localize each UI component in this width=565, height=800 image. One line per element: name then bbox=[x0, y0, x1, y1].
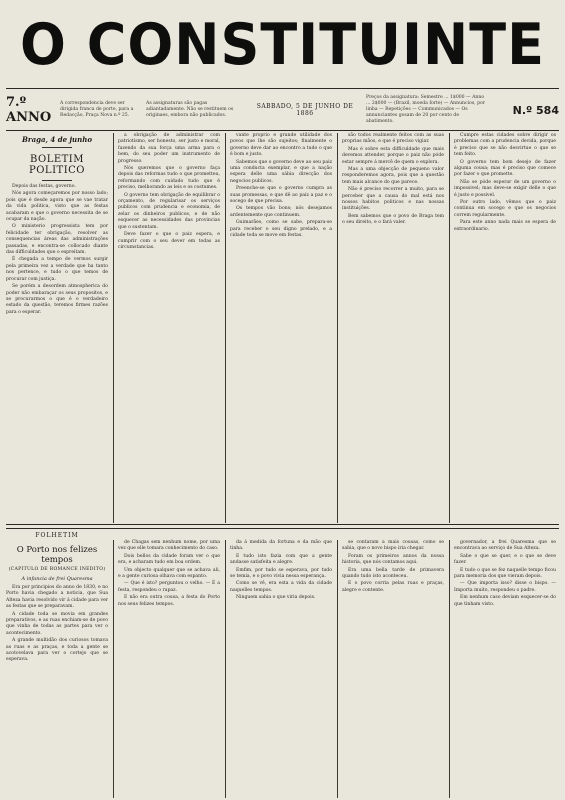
paragraph: O governo tem bom desejo de fazer alguma cousa; mas é preciso que comece por fazer o que promette. bbox=[454, 159, 556, 178]
paragraph: Nós agora começaremos por nosso lado; pois que é desde agora que se vae tratar da vida politica, visto que as festas acabaram e que o governo necessita de se ocupar da nação. bbox=[6, 191, 108, 223]
lower-column-5 bbox=[454, 540, 556, 798]
paragraph: Sabemos que o governo deve ao seu paiz uma conducta exemplar, e que a nação espera delle uma sábia direcção dos negocios publicos. bbox=[230, 159, 332, 184]
lower-column-2 bbox=[118, 540, 220, 798]
paragraph: Se porém a desordem atmospherica do poder não embaraçar os seus propositos, e se procurarmos o que é o verdadeiro estado da questão, teremos firmes razões para o esperar. bbox=[6, 284, 108, 315]
column-1 bbox=[6, 133, 108, 523]
paragraph: de Chagas sem nenhum nome, por uma vez que elle tomara conhecimento do caso. bbox=[118, 540, 220, 552]
paragraph: — Que importa isso? disse o bispo. — Importa muito, respondeu o padre. bbox=[454, 581, 556, 593]
column-rule bbox=[225, 540, 226, 798]
paragraph: Guimarães, como se sabe, prepara-se para receber o seu digno prelado, e a cidade toda se move em festas. bbox=[230, 220, 332, 239]
chapter-title: A infancia de frei Quaresma bbox=[21, 576, 93, 582]
paragraph: governador, a frei Quaresma que se encontrava ao serviço de Sua Alteza. bbox=[454, 540, 556, 552]
lower-column-4 bbox=[342, 540, 444, 798]
folhetim-label: FOLHETIM bbox=[35, 532, 79, 539]
paragraph: a obrigação de administrar com patriotismo, ser honesto, ser justo e moral, fazendo da sua força uma arma para o bem, do seu poder um instrumento de progresso. bbox=[118, 133, 220, 164]
paragraph: — Que é isto? perguntou o velho. — É a festa, respondeu o rapaz. bbox=[118, 581, 220, 593]
folhetim-rule-top bbox=[6, 524, 559, 525]
paragraph: Por outro lado, vêmos que o paiz continua em socego e que os negocios correm regularmente. bbox=[454, 200, 556, 218]
paragraph: Ninguem sabia o que viria depois. bbox=[236, 595, 316, 601]
paragraph: E o povo corria pelas ruas e praças, alegre e contente. bbox=[342, 581, 444, 593]
paragraph: Não se póde esperar de um governo o impossivel; mas deve-se exigir delle o que é justo e possivel. bbox=[454, 179, 556, 198]
paragraph: Em nenhum caso deviam esquecer-se do que tinham visto. bbox=[454, 595, 556, 607]
column-rule bbox=[225, 133, 226, 523]
paragraph: Mas a uma objecção de pequeno valor responderemos agora, pois que a questão tem mais alcance do que parece. bbox=[342, 167, 444, 185]
paragraph: se contaram a mais cousas, como se sabia, que o novo bispo iria chegar. bbox=[342, 540, 444, 552]
paragraph: Emfim, por tudo se esperava, por tudo se temia, e o povo vivia nessa esperança. bbox=[230, 567, 332, 580]
issue-number: N.º 584 bbox=[512, 103, 559, 117]
paragraph: A grande multidão dos curiosos tomava as ruas e as praças, e toda a gente se acotovelava para ver o cortejo que se esperava. bbox=[6, 638, 108, 663]
subscription-notice: As assignaturas são pagas adiantadamente. Não se restituem os originaes, embora não publicados. bbox=[146, 101, 234, 118]
column-2 bbox=[118, 133, 220, 523]
column-4 bbox=[342, 133, 444, 523]
paragraph: Bem sabemos que o povo de Braga tem o seu direito, e o fará valer. bbox=[342, 213, 444, 226]
paragraph: Como se vê, era esta a vida da cidade naquelles tempos. bbox=[230, 581, 332, 593]
masthead-rule bbox=[6, 88, 559, 89]
folhetim-rule-bottom bbox=[6, 528, 559, 529]
paragraph: E tudo o que se fez naquelle tempo ficou para memoria dos que vieram depois. bbox=[454, 567, 556, 580]
paragraph: Mas é sobre esta difficuldade que mais devemos attender, porque o paiz não póde estar sempre á mercê de quem o explora. bbox=[342, 146, 444, 165]
paragraph: O ministerio progressista tem por felicidade ter obrigação, resolver as consequencias áreas das administrações passadas, e encontra-se collocado diante das difficuldades que o espreitam. bbox=[6, 224, 108, 256]
newspaper-title: O CONSTITUINTE bbox=[20, 10, 545, 78]
paragraph: E não era outra cousa, a festa do Porto nos seus felizes tempos. bbox=[118, 595, 220, 607]
paragraph: Cumpre estas cidades sobre dirigir os problemas com a prudencia devida, porque é preciso que se não desvirtue o que se tem feito. bbox=[454, 133, 556, 158]
upper-columns bbox=[6, 133, 559, 523]
paragraph: É chegada a tempo de vermos surgir pela primeira vez a verdade que ha tanto nos pertence, e tudo o que temos de procurar com justiça. bbox=[6, 257, 108, 282]
section-heading: BOLETIM POLITICO bbox=[29, 154, 85, 176]
story-title: O Porto nos felizes tempos bbox=[16, 545, 98, 565]
paragraph: Para este anno nada mais se espera de extraordinario. bbox=[454, 220, 556, 232]
paragraph: Não é preciso recorrer a muito, para se perceber que a causa do mal está nos nossos habitos politicos e nas nossas instituições. bbox=[342, 187, 444, 212]
paragraph: vante proprio e grande utilidade dos povos que lhe são sujeitos; finalmente o governo deve dar ao encontro a tudo o que é bom e justo. bbox=[230, 133, 332, 158]
paragraph: Dois bellos da cidade foram ver o que era, e acharam tudo em boa ordem. bbox=[118, 553, 220, 566]
issue-date: SABBADO, 5 DE JUNHO DE 1886 bbox=[256, 103, 354, 117]
column-rule bbox=[449, 133, 450, 523]
paragraph: Deve fazer o que o paiz espera, e cumprir com o seu dever em todas as circumstancias. bbox=[118, 232, 220, 250]
paragraph: Preenche-se que o governo cumpra as suas promessas, e que dê ao paiz a paz e o socego de que precisa. bbox=[230, 186, 332, 205]
paragraph: Um objecto qualquer que se achava ali, e a gente curiosa olhava com espanto. bbox=[118, 567, 220, 580]
paragraph: E tudo isto fazia com que a gente andasse satisfeita e alegre. bbox=[230, 553, 332, 566]
column-rule bbox=[337, 133, 338, 523]
info-bar bbox=[6, 92, 559, 128]
paragraph: Sabe o que se quer, e o que se deve fazer. bbox=[454, 553, 556, 566]
paragraph: Os tempos vão bons; nós desejamos ardentemente que continuem. bbox=[230, 206, 332, 218]
lower-columns bbox=[6, 532, 559, 798]
paragraph: O governo tem obrigação de equilibrar o orçamento, de regularisar os serviços publicos com prudencia e economia, de zelar os dinheiros publicos, e de não esquecer as necessidades das provincias que o sustentam. bbox=[118, 192, 220, 230]
lower-column-3 bbox=[230, 540, 332, 798]
column-3 bbox=[230, 133, 332, 523]
story-subtitle: (CAPITULO DE ROMANCE INEDITO) bbox=[8, 567, 106, 572]
price-table: Preços da assignatura: Semestre ... 1$000 — Anno ... 2$000 — (Brazil, moeda forte) — Annuncios, por linha — Repetições — Communicados — Os annunciantes gosam de 20 por cento de abatimento. bbox=[366, 95, 486, 124]
divider bbox=[42, 147, 72, 148]
paragraph: da á medida da fortuna e da mão que tinha. bbox=[230, 540, 332, 552]
column-rule bbox=[113, 133, 114, 523]
header-bottom-rule bbox=[6, 130, 559, 131]
paragraph: Era uma bella tarde de primavera quando tudo isto aconteceu. bbox=[342, 567, 444, 580]
column-rule bbox=[337, 540, 338, 798]
masthead bbox=[0, 0, 565, 90]
year-label: 7.º ANNO bbox=[6, 95, 52, 125]
folhetim-column bbox=[6, 532, 108, 798]
paragraph: A cidade toda se movia em grandes preparativos, e as ruas enchiam-se de povo que vinha de todas as partes para ver o acontecimento. bbox=[6, 611, 108, 636]
paragraph: são todos realmente feitos com as suas proprias mãos, e que é preciso vigiar. bbox=[342, 133, 444, 145]
column-rule bbox=[449, 540, 450, 798]
divider bbox=[42, 180, 72, 181]
correspondence-notice: A correspondencia deve ser dirigida franca de porte, para a Redacção, Praça Nova n.º 25. bbox=[60, 101, 134, 118]
paragraph: Depois das festas, governo. bbox=[12, 184, 76, 189]
column-5 bbox=[454, 133, 556, 523]
paragraph: Era por principios do anno de 1830, e no Porto havia chegado a noticia, que Sua Alteza havia resolvido vir á cidade para ver as festas que se preparavam. bbox=[6, 585, 108, 610]
column-rule bbox=[113, 540, 114, 798]
paragraph: Nós queremos que o governo faça depois das reformas tudo o que prometteu, reformando com cuidado tudo que é preciso, melhorando as leis e os costumes. bbox=[118, 166, 220, 191]
paragraph: Foram os primeiros annos da nossa historia, que nós contamos aqui. bbox=[342, 553, 444, 566]
dateline: Braga, 4 de junho bbox=[21, 135, 92, 144]
